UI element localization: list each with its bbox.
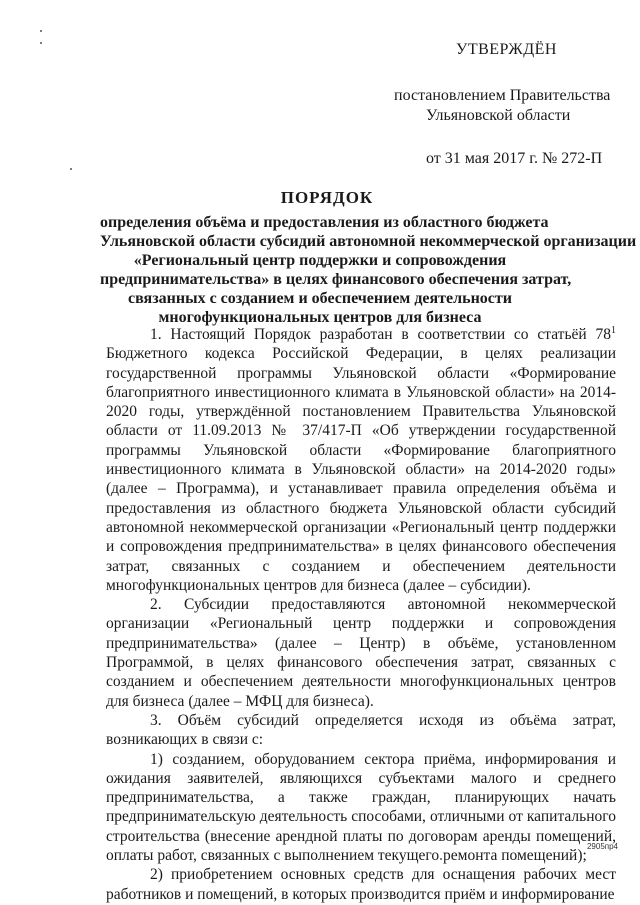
paragraph-1-start: 1. Настоящий Порядок разработан в соответствии со статьёй 78 [150, 326, 611, 343]
document-body [106, 325, 616, 904]
paragraph-1-rest: Бюджетного кодекса Российской Федерации, в целях реализации государственной программы Ульяновской области «Формирование благоприятного инвестиционного климата в Ульяновской области» на 2014-2020 годы, утверждённой постановлением Правительства Ульяновской области от 11.09.2013 № 37/417-П «Об утверждении государственной программы Ульяновской области «Формирование благоприятного инвестиционного климата в Ульяновской области» на 2014-2020 годы» (далее – Программа), и устанавливает правила определения объёма и предоставления из областного бюджета Ульяновской области субсидий автономной некоммерческой организации «Региональный центр поддержки и сопровождения предпринимательства» в целях финансового обеспечения затрат, связанных с созданием и обеспечением деятельности многофункциональных центров для бизнеса (далее – субсидии). [106, 345, 616, 594]
approval-line-1: постановлением Правительства [394, 87, 611, 104]
title-line: определения объёма и предоставления из областного бюджета [100, 214, 549, 231]
scan-speck [40, 42, 42, 44]
paragraph-2: 2. Субсидии предоставляются автономной некоммерческой организации «Региональный центр поддержки и сопровождения предпринимательства» (далее – Центр) в объёме, установленном Программой, в целях финансового обеспечения затрат, связанных с созданием и обеспечением деятельности многофункциональных центров для бизнеса (далее – МФЦ для бизнеса). [106, 596, 616, 710]
document-code: 2905пр4 [586, 842, 618, 851]
title-line: связанных с созданием и обеспечением деятельности [128, 290, 512, 307]
title-line: предпринимательства» в целях финансового обеспечения затрат, [100, 271, 572, 288]
paragraph-3: 3. Объём субсидий определяется исходя из объёма затрат, возникающих в связи с: [106, 711, 616, 749]
approval-heading: УТВЕРЖДЁН [456, 41, 557, 58]
title-line: «Региональный центр поддержки и сопровождения [133, 252, 507, 269]
title-main: ПОРЯДОК [280, 188, 374, 207]
approval-line-2: Ульяновской области [426, 107, 571, 124]
approval-stamp-block [380, 40, 620, 169]
paragraph-4: 1) созданием, оборудованием сектора приёма, информирования и ожидания заявителей, являющихся субъектами малого и среднего предпринимательства, а также граждан, планирующих начать предпринимательскую деятельность способами, отличными от капитального строительства (внесение арендной платы по договорам аренды помещений, оплаты работ, связанных с выполнением текущего ремонта помещений); [106, 750, 616, 865]
scan-speck [40, 30, 42, 32]
document-title [100, 188, 637, 327]
title-line: многофункциональных центров для бизнеса [158, 309, 482, 326]
title-line: Ульяновской области субсидий автономной некоммерческой организации [100, 233, 637, 250]
approval-date: от 31 мая 2017 г. № 272-П [426, 150, 603, 167]
article-superscript: 1 [611, 324, 616, 336]
scan-speck [70, 168, 72, 170]
paragraph-5: 2) приобретением основных средств для оснащения рабочих мест работников и помещений, в которых производится приём и информирование [106, 866, 616, 903]
paragraph-1 [106, 325, 616, 595]
